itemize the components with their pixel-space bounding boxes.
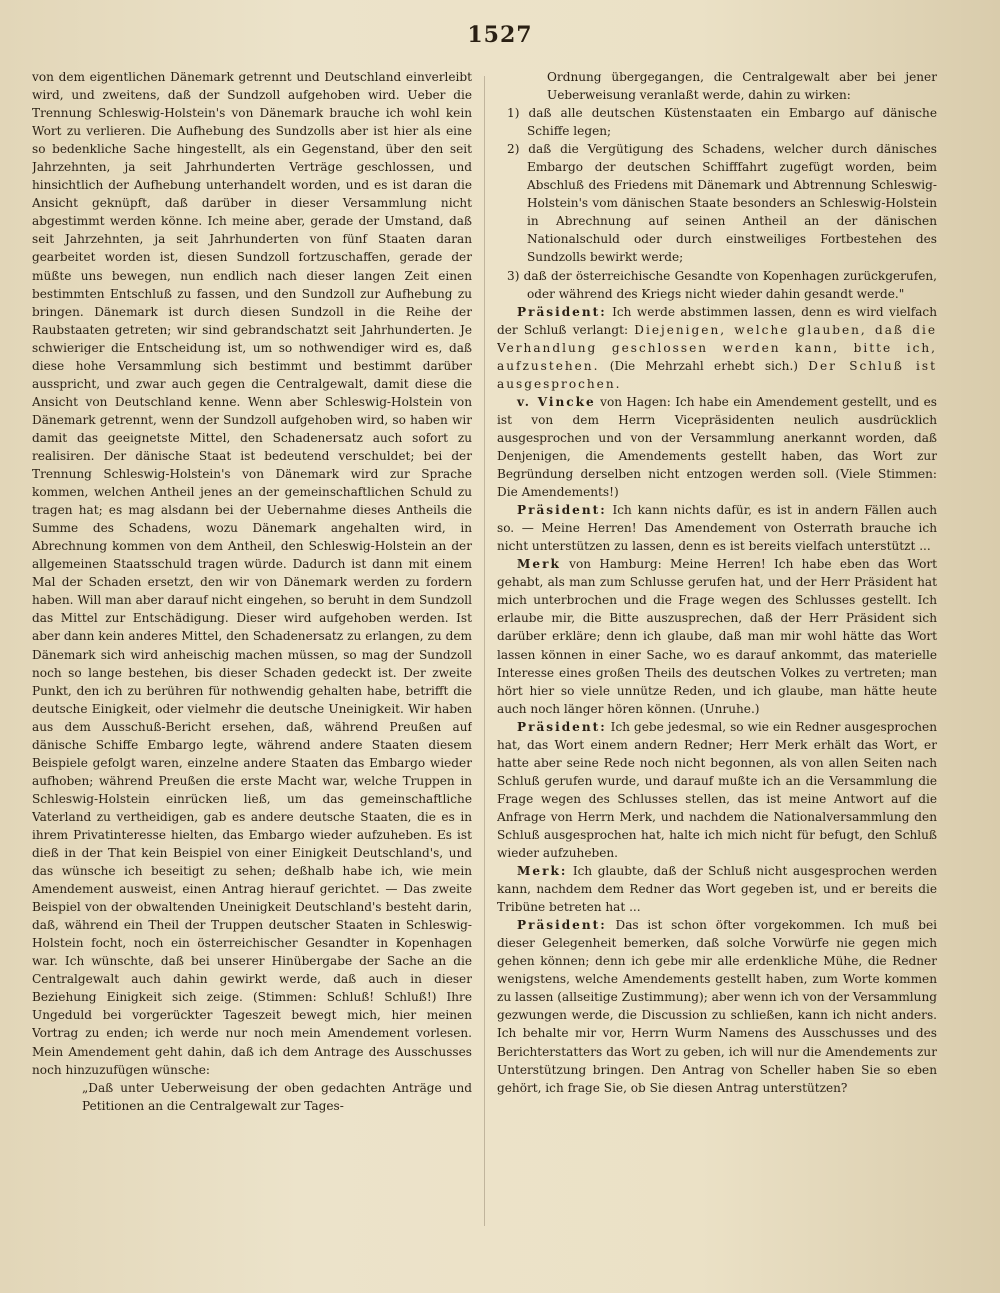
- speech-text: Ich kann nichts dafür, es ist in andern Fällen auch so. — Meine Herren! Das Amendement von Osterrath brauche ich nicht unterstützen zu lassen, denn es ist bereits vielfach unterstützt ...: [497, 503, 937, 554]
- speech-paragraph: [497, 916, 937, 1096]
- amendment-item-2: 2) daß die Vergütigung des Schadens, welcher durch dänisches Embargo der deutschen Schifffahrt zugefügt worden, beim Abschluß des Friedens mit Dänemark und Abtrennung Schleswig-Holstein's vom dänischen Staate besonders an Schleswig-Holstein in Abrechnung auf seinen Antheil an der dänischen Nationalschuld oder durch einstweiliges Fortbestehen des Sundzolls bewirkt werde;: [507, 142, 937, 265]
- speaker-name: Präsident:: [517, 719, 607, 734]
- amendment-quote-continued: Ordnung übergegangen, die Centralgewalt aber bei jener Ueberweisung veranlaßt werde, dahin zu wirken:: [547, 70, 937, 103]
- speech-paragraph: [497, 501, 937, 555]
- speech-text: (Die Mehrzahl erhebt sich.): [609, 358, 799, 373]
- speech-paragraph: [497, 862, 937, 916]
- body-paragraph: von dem eigentlichen Dänemark getrennt und Deutschland einverleibt wird, und zweitens, daß der Sundzoll aufgehoben wird. Ueber die Trennung Schleswig-Holstein's von Dänemark brauche ich wohl kein Wort zu verlieren. Die Aufhebung des Sundzolls aber ist hier als eine so bedenkliche Sache hingestellt, als ein Gegenstand, über den seit Jahrzehnten, ja seit Jahrhunderten Verträge geschlossen, und hinsichtlich der Aufhebung unterhandelt worden, und es ist daran die Ansicht geknüpft, daß darüber in dieser Versammlung nicht abgestimmt werden könne. Ich meine aber, gerade der Umstand, daß seit Jahrzehnten, ja seit Jahrhunderten von fünf Staaten daran gearbeitet worden ist, diesen Sundzoll fortzuschaffen, gerade der müßte uns bewegen, nun endlich nach dieser langen Zeit einen bestimmten Entschluß zu fassen, und den Sundzoll zur Aufhebung zu bringen. Dänemark ist durch diesen Sundzoll in die Reihe der Raubstaaten getreten; wir sind gebrandschatzt seit Jahrhunderten. Je schwieriger die Entscheidung ist, um so nothwendiger wird es, daß diese hohe Versammlung sich bestimmt und bestimmt darüber ausspricht, und zwar auch gegen die Centralgewalt, damit diese die Ansicht von Deutschland kenne. Wenn aber Schleswig-Holstein von Dänemark getrennt, wenn der Sundzoll aufgehoben wird, so haben wir damit das geeignetste Mittel, den Schadenersatz auch sofort zu realisiren. Der dänische Staat ist bedeutend verschuldet; bei der Trennung Schleswig-Holstein's von Dänemark wird zur Sprache kommen, welchen Antheil jenes an der gemeinschaftlichen Schuld zu tragen hat; es mag alsdann bei der Uebernahme dieses Antheils die Summe des Schadens, wozu Dänemark angehalten wird, in Abrechnung kommen von dem Antheil, den Schleswig-Holstein an der allgemeinen Staatsschuld tragen würde. Dadurch ist dann mit einem Mal der Schaden ersetzt, den wir von Dänemark werden zu fordern haben. Will man aber darauf nicht eingehen, so beruht in dem Sundzoll das Mittel zur Entschädigung. Dieser wird aufgehoben werden. Ist aber dann kein anderes Mittel, den Schadenersatz zu erlangen, zu dem Dänemark sich wird anheischig machen müssen, so mag der Sundzoll noch so lange bestehen, bis dieser Schaden gedeckt ist. Der zweite Punkt, den ich zu berühren für nothwendig gehalten habe, betrifft die deutsche Einigkeit, oder vielmehr die deutsche Uneinigkeit. Wir haben aus dem Ausschuß-Bericht ersehen, daß, während Preußen auf dänische Schiffe Embargo legte, während andere Staaten diesem Beispiele gefolgt waren, einzelne andere Staaten das Embargo wieder aufhoben; während Preußen die erste Macht war, welche Truppen in Schleswig-Holstein einrücken ließ, um das gemeinschaftliche Vaterland zu vertheidigen, gab es andere deutsche Staaten, die es in ihrem Privatinteresse hielten, das Embargo wieder aufzuheben. Es ist dieß in der That kein Beispiel von einer Einigkeit Deutschland's, und das wünsche ich beseitigt zu sehen; deßhalb habe ich, wie mein Amendement ausweist, einen Antrag hierauf gerichtet. — Das zweite Beispiel von der obwaltenden Uneinigkeit Deutschland's besteht darin, daß, während ein Theil der Truppen deutscher Staaten in Schleswig-Holstein focht, noch ein österreichischer Gesandter in Kopenhagen war. Ich wünschte, daß bei unserer Hinübergabe der Sache an die Centralgewalt auch dahin gewirkt werde, daß auch in dieser Beziehung Einigkeit sich zeige. (Stimmen: Schluß! Schluß!) Ihre Ungeduld bei vorgerückter Tageszeit bewegt mich, hier meinen Vortrag zu enden; ich werde nur noch mein Amendement vorlesen. Mein Amendement geht dahin, daß ich dem Antrage des Ausschusses noch hinzuzufügen wünsche:: [32, 70, 472, 1077]
- speech-text: Der Schluß ist ausgesprochen.: [497, 358, 937, 391]
- speech-text: Ich glaubte, daß der Schluß nicht ausgesprochen werden kann, nachdem dem Redner das Wort gegeben ist, und er bereits die Tribüne betreten hat ...: [497, 864, 937, 915]
- speech-text: Ich werde abstimmen lassen, denn es wird vielfach der Schluß verlangt:: [497, 304, 937, 337]
- amendment-item-1: 1) daß alle deutschen Küstenstaaten ein Embargo auf dänische Schiffe legen;: [507, 106, 937, 139]
- speaker-name: Präsident:: [517, 503, 607, 518]
- speaker-name: Präsident:: [517, 918, 607, 933]
- amendment-item-3: 3) daß der österreichische Gesandte von Kopenhagen zurückgerufen, oder während des Kriegs nicht wieder dahin gesandt werde.": [507, 268, 937, 301]
- speech-paragraph: [497, 303, 937, 393]
- page-number: 1527: [467, 22, 533, 48]
- speech-text: Das ist schon öfter vorgekommen. Ich muß bei dieser Gelegenheit bemerken, daß solche Vorwürfe nie gegen mich gehen können; denn ich gebe mir alle erdenkliche Mühe, die Redner wenigstens, welche Amendements gestellt haben, zum Worte kommen zu lassen (allseitige Zustimmung); aber wenn ich von der Versammlung gezwungen werde, die Discussion zu schließen, kann ich nicht anders. Ich behalte mir vor, Herrn Wurm Namens des Ausschusses und des Berichterstatters das Wort zu geben, ich will nur die Amendements zur Unterstützung bringen. Den Antrag von Scheller haben Sie so eben gehört, ich frage Sie, ob Sie diesen Antrag unterstützen?: [497, 918, 937, 1095]
- right-column: [497, 68, 937, 1278]
- left-column: [32, 68, 472, 1278]
- speech-text: von Hamburg: Meine Herren! Ich habe eben das Wort gehabt, als man zum Schlusse gerufen hat, und der Herr Präsident hat mich unterbrochen und die Frage wegen des Schlusses gestellt. Ich erlaube mir, die Bitte auszusprechen, daß der Herr Präsident sich darüber erkläre; denn ich glaube, daß man mir wohl hätte das Wort lassen können in einer Sache, wo es darauf ankommt, das materielle Interesse eines großen Theils des deutschen Volkes zu vertreten; man hört hier so viele unnütze Reden, und ich glaube, man hätte heute auch noch länger hören können. (Unruhe.): [497, 557, 937, 716]
- speaker-name: Merk:: [517, 864, 568, 879]
- speech-text: Ich gebe jedesmal, so wie ein Redner ausgesprochen hat, das Wort einem andern Redner; Herr Merk erhält das Wort, er hatte aber seine Rede noch nicht begonnen, als von allen Seiten nach Schluß gerufen wurde, und darauf mußte ich an die Versammlung die Frage wegen des Schlusses stellen, das ist meine Antwort auf die Anfrage von Herrn Merk, und nachdem die Nationalversammlung den Schluß ausgesprochen hat, halte ich mich nicht für befugt, den Schluß wieder aufzuheben.: [497, 719, 937, 861]
- speech-paragraph: [497, 555, 937, 717]
- speaker-name: Merk: [517, 557, 561, 572]
- speech-paragraph: [497, 718, 937, 862]
- speaker-name: v. Vincke: [517, 394, 596, 409]
- column-divider: [484, 76, 485, 1226]
- speech-text: Diejenigen, welche glauben, daß die Verhandlung geschlossen werden kann, bitte ich, aufzustehen.: [497, 322, 937, 373]
- amendment-quote: „Daß unter Ueberweisung der oben gedachten Anträge und Petitionen an die Centralgewalt zur Tages-: [82, 1080, 472, 1113]
- speech-text: von Hagen: Ich habe ein Amendement gestellt, und es ist von dem Herrn Vicepräsidenten neulich ausdrücklich ausgesprochen und von der Versammlung anerkannt worden, daß Denjenigen, die Amendements gestellt haben, das Wort zur Begründung derselben nicht entzogen werden soll. (Viele Stimmen: Die Amendements!): [497, 394, 937, 500]
- speech-paragraph: [497, 393, 937, 501]
- speaker-name: Präsident:: [517, 304, 607, 319]
